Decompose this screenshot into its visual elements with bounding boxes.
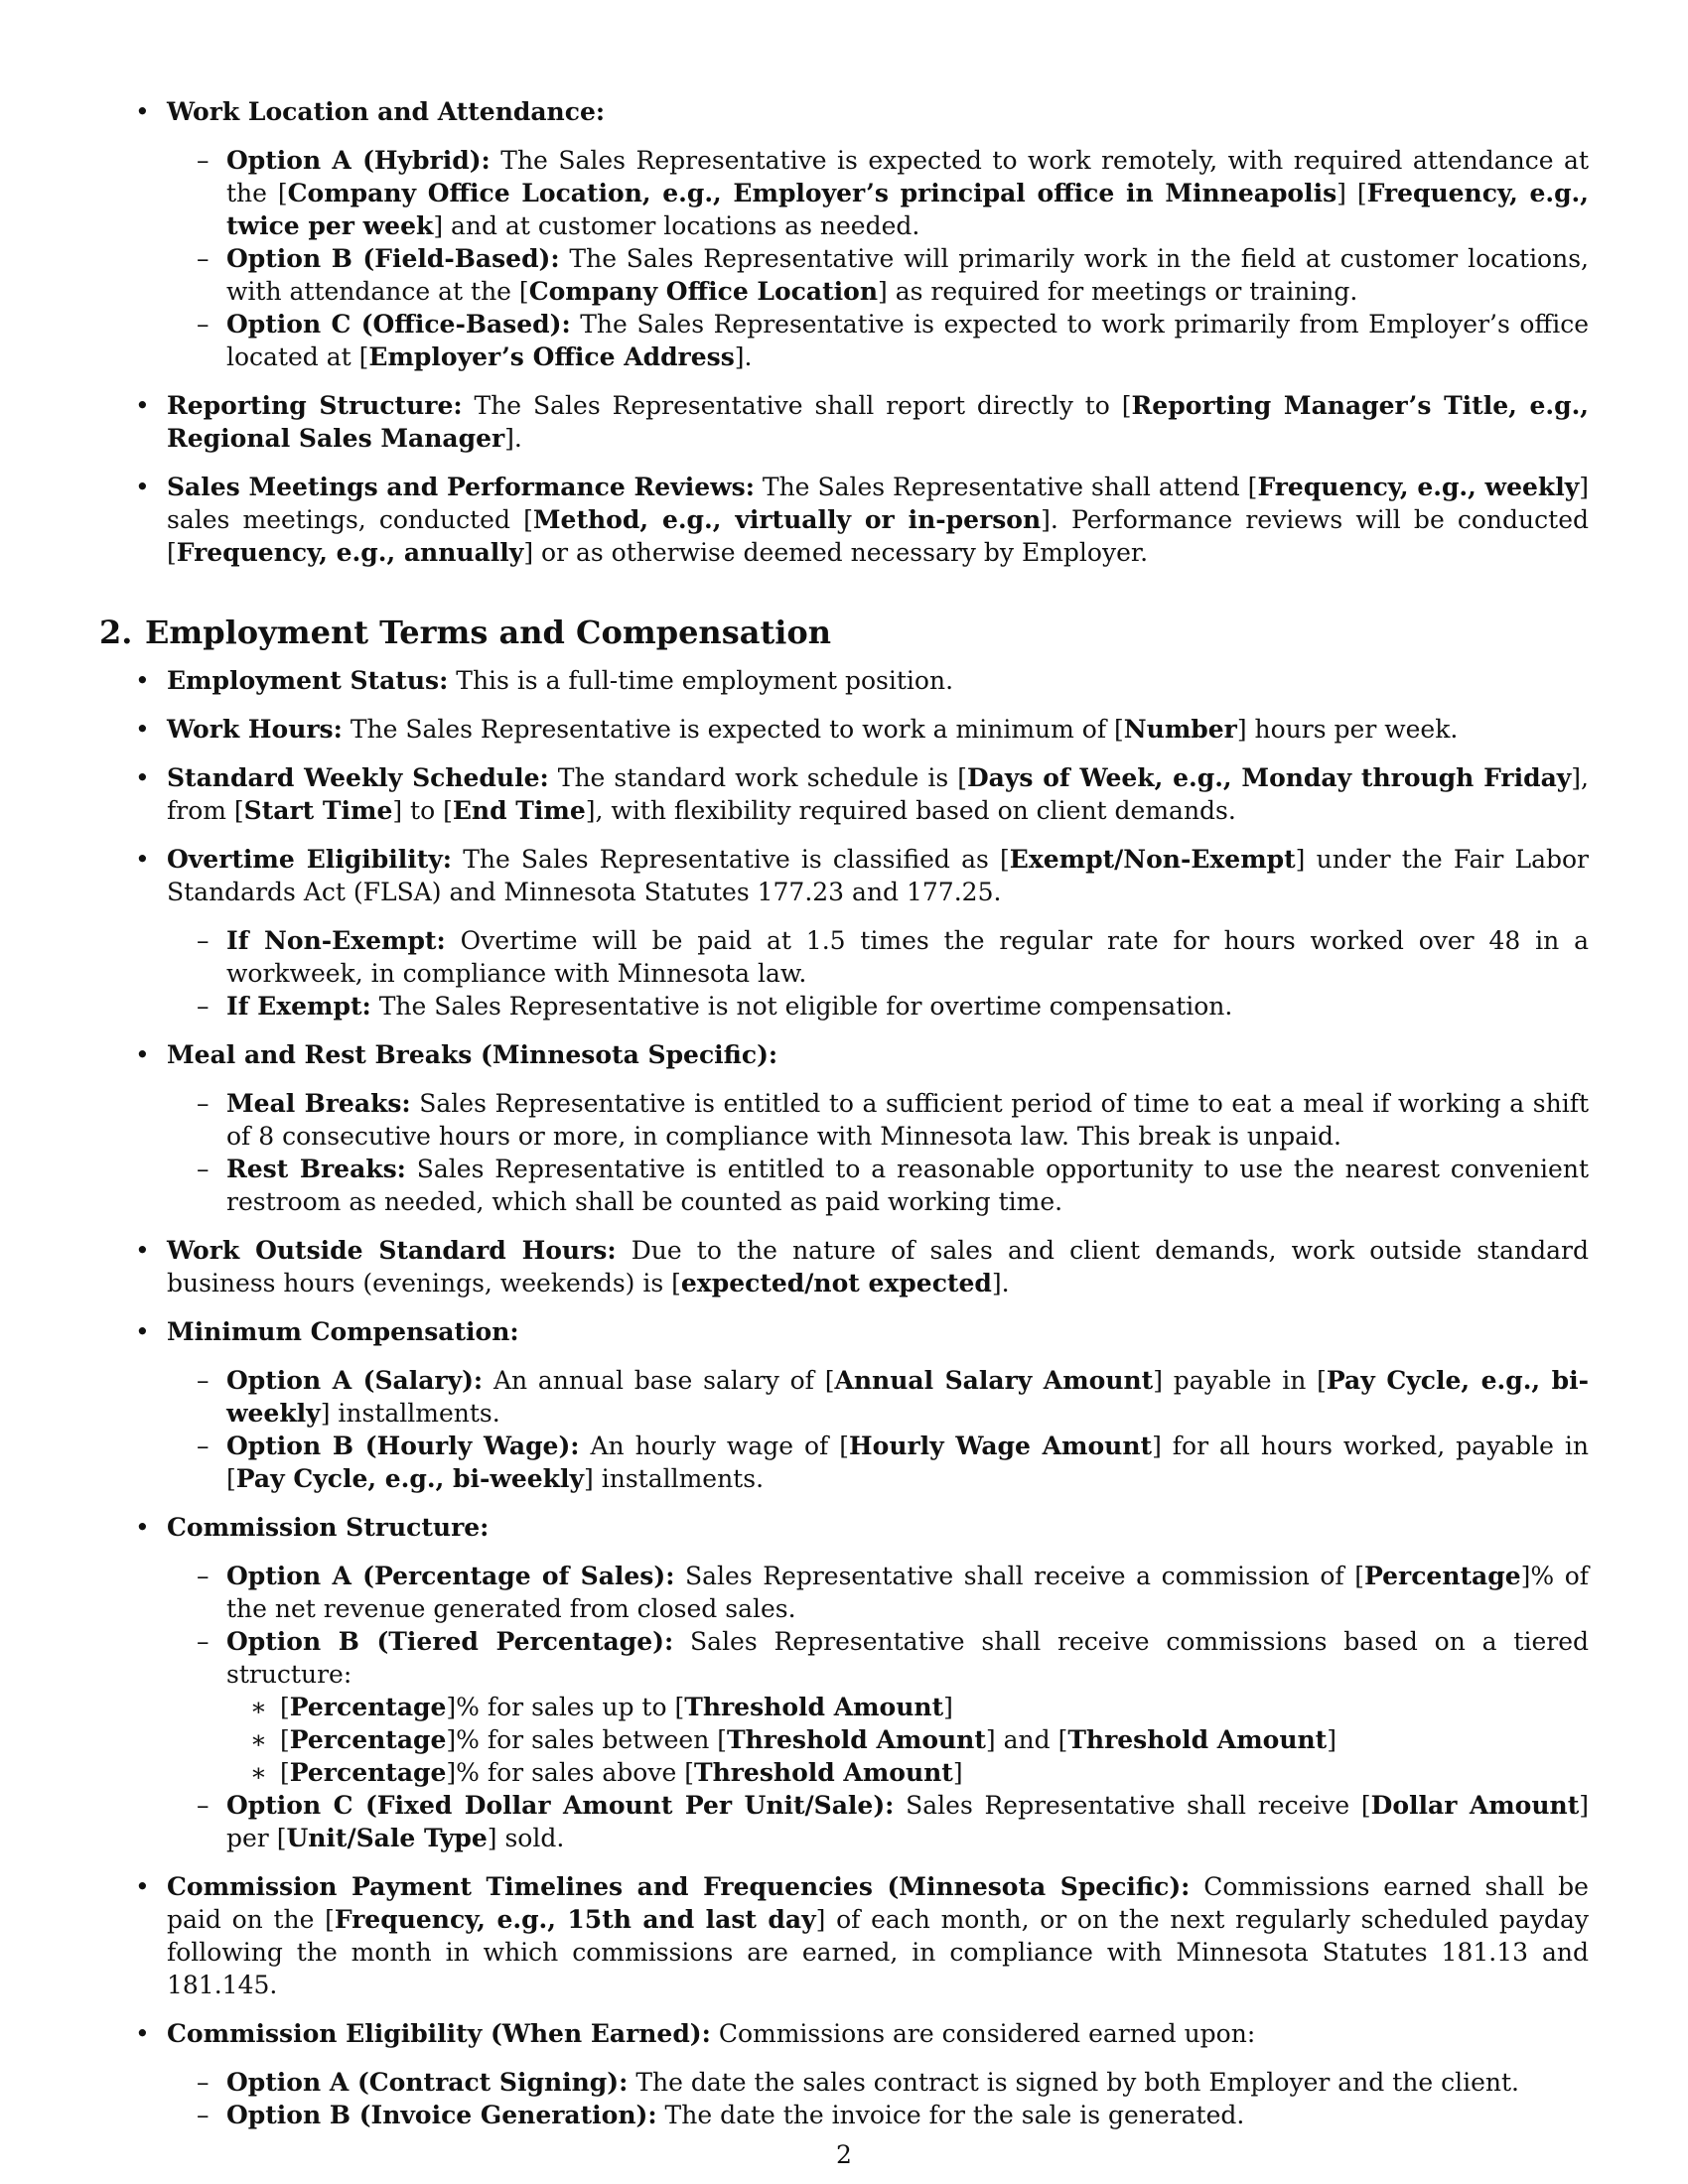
outside-hours-item — [99, 1234, 1589, 1299]
breaks-options — [167, 1087, 1589, 1218]
placeholder: Threshold Amount — [727, 1725, 986, 1754]
option-text: ] as required for meetings or training. — [878, 277, 1358, 306]
item-text: The Sales Representative is classified as [ — [463, 845, 1010, 874]
option-field-based — [167, 242, 1589, 308]
overtime-item — [99, 843, 1589, 1023]
option-contract-signing — [167, 2066, 1589, 2099]
option-label: Option C (Fixed Dollar Amount Per Unit/Sale): — [226, 1791, 895, 1820]
option-text: ] per [ — [226, 1791, 1590, 1852]
reporting-structure-item — [99, 389, 1589, 455]
option-text: ] sold. — [487, 1824, 565, 1852]
item-text: Commissions earned shall be paid on the [ — [167, 1872, 1589, 1934]
item-text: ] of each month, or on the next regularly scheduled payday following the month in which commissions are earned, in compliance with Minnesota Statutes 181.13 and 181.145. — [167, 1905, 1589, 1999]
overtime-options — [167, 924, 1589, 1023]
tier-item — [226, 1723, 1589, 1756]
tier-item — [226, 1756, 1589, 1789]
item-text: ] hours per week. — [1236, 715, 1459, 744]
item-text: ] to [ — [392, 796, 453, 825]
tier-text: [ — [280, 1725, 290, 1754]
compensation-options — [167, 1364, 1589, 1495]
placeholder: Frequency, e.g., twice per week — [226, 179, 1589, 240]
item-label: Work Hours: — [167, 715, 343, 744]
work-location-item — [99, 95, 1589, 373]
placeholder: End Time — [452, 796, 586, 825]
placeholder: Annual Salary Amount — [834, 1366, 1154, 1395]
employment-status-item — [99, 664, 1589, 697]
section1-list — [99, 95, 1589, 569]
item-text: The Sales Representative shall report directly to [ — [474, 391, 1132, 420]
document-page — [99, 95, 1589, 2147]
item-label: Commission Payment Timelines and Frequencies (Minnesota Specific): — [167, 1872, 1191, 1901]
section-number: 2. — [99, 614, 133, 651]
option-text: Sales Representative is entitled to a reasonable opportunity to use the nearest convenient restroom as needed, which shall be counted as paid working time. — [226, 1155, 1589, 1216]
item-label: Meal and Rest Breaks (Minnesota Specific): — [167, 1040, 778, 1069]
option-text: ] and at customer locations as needed. — [433, 211, 920, 240]
placeholder: Frequency, e.g., weekly — [1257, 473, 1580, 501]
option-text: An annual base salary of [ — [492, 1366, 835, 1395]
item-text: The standard work schedule is [ — [557, 763, 967, 792]
placeholder: Exempt/Non-Exempt — [1009, 845, 1296, 874]
sales-meetings-item — [99, 471, 1589, 569]
item-label: Work Outside Standard Hours: — [167, 1236, 617, 1265]
option-text: The Sales Representative is expected to work remotely, with required attendance at the [ — [226, 146, 1589, 207]
placeholder: Threshold Amount — [684, 1693, 944, 1721]
tier-list — [226, 1691, 1589, 1789]
option-exempt — [167, 990, 1589, 1023]
item-text: ]. — [504, 424, 522, 453]
option-text: Overtime will be paid at 1.5 times the regular rate for hours worked over 48 in a workweek, in compliance with Minnesota law. — [226, 926, 1589, 988]
placeholder: Percentage — [289, 1758, 447, 1787]
rest-breaks — [167, 1153, 1589, 1218]
weekly-schedule-item — [99, 761, 1589, 827]
tier-text: ] and [ — [985, 1725, 1068, 1754]
option-text: ]% of the net revenue generated from closed sales. — [226, 1562, 1589, 1623]
item-label: Reporting Structure: — [167, 391, 463, 420]
breaks-item — [99, 1038, 1589, 1218]
tier-text: [ — [280, 1758, 290, 1787]
option-label: Option A (Hybrid): — [226, 146, 491, 175]
tier-text: ] — [943, 1693, 953, 1721]
option-text: The Sales Representative is not eligible for overtime compensation. — [378, 992, 1233, 1021]
item-text: The Sales Representative is expected to work a minimum of [ — [350, 715, 1124, 744]
placeholder: Unit/Sale Type — [286, 1824, 488, 1852]
option-label: Option A (Contract Signing): — [226, 2068, 629, 2097]
section-heading — [99, 613, 1589, 652]
item-text: ], with flexibility required based on client demands. — [585, 796, 1236, 825]
placeholder: Hourly Wage Amount — [849, 1432, 1153, 1460]
placeholder: Company Office Location — [528, 277, 878, 306]
placeholder: Start Time — [243, 796, 393, 825]
commission-eligibility-item — [99, 2017, 1589, 2131]
option-text: Sales Representative shall receive commissions based on a tiered structure: — [226, 1627, 1589, 1689]
option-label: Meal Breaks: — [226, 1089, 411, 1118]
commission-options — [167, 1560, 1589, 1854]
item-label: Employment Status: — [167, 666, 449, 695]
tier-text: [ — [280, 1693, 290, 1721]
placeholder: Threshold Amount — [1067, 1725, 1328, 1754]
item-text: ] sales meetings, conducted [ — [167, 473, 1590, 534]
item-label: Commission Structure: — [167, 1513, 490, 1542]
option-text: ] installments. — [320, 1399, 500, 1428]
minimum-compensation-item — [99, 1315, 1589, 1495]
item-label: Sales Meetings and Performance Reviews: — [167, 473, 755, 501]
option-tiered-percentage — [167, 1625, 1589, 1789]
item-text: Due to the nature of sales and client demands, work outside standard business hours (evenings, weekends) is [ — [167, 1236, 1590, 1297]
option-office-based — [167, 308, 1589, 373]
option-text: The Sales Representative is expected to work primarily from Employer’s office located at [ — [226, 310, 1589, 371]
placeholder: Reporting Manager’s Title, e.g., Regional Sales Manager — [167, 391, 1590, 453]
option-label: If Exempt: — [226, 992, 371, 1021]
item-text: The Sales Representative shall attend [ — [762, 473, 1258, 501]
item-label: Minimum Compensation: — [167, 1317, 519, 1346]
placeholder: Percentage — [289, 1725, 447, 1754]
option-label: If Non-Exempt: — [226, 926, 446, 955]
item-label: Work Location and Attendance: — [167, 97, 606, 126]
option-hybrid — [167, 144, 1589, 242]
option-text: ] payable in [ — [1153, 1366, 1327, 1395]
item-text: This is a full-time employment position. — [456, 666, 954, 695]
page-number: 2 — [836, 2140, 852, 2169]
option-text: ] [ — [1336, 179, 1367, 207]
tier-text: ] — [1327, 1725, 1336, 1754]
item-label: Overtime Eligibility: — [167, 845, 453, 874]
option-text: Sales Representative shall receive [ — [906, 1791, 1371, 1820]
item-text: ] or as otherwise deemed necessary by Employer. — [523, 538, 1149, 567]
option-label: Option A (Percentage of Sales): — [226, 1562, 675, 1590]
work-hours-item — [99, 713, 1589, 746]
placeholder: Number — [1123, 715, 1237, 744]
option-text: The Sales Representative will primarily work in the field at customer locations, with attendance at the [ — [226, 244, 1589, 306]
option-text: Sales Representative is entitled to a sufficient period of time to eat a meal if working a shift of 8 consecutive hours or more, in compliance with Minnesota law. This break is unpaid. — [226, 1089, 1589, 1151]
option-label: Option B (Tiered Percentage): — [226, 1627, 674, 1656]
option-text: ] installments. — [584, 1464, 765, 1493]
option-label: Option B (Invoice Generation): — [226, 2101, 657, 2129]
work-location-options — [167, 144, 1589, 373]
item-text: ] under the Fair Labor Standards Act (FLSA) and Minnesota Statutes 177.23 and 177.25. — [167, 845, 1589, 906]
option-text: ] for all hours worked, payable in [ — [226, 1432, 1589, 1493]
tier-item — [226, 1691, 1589, 1723]
placeholder: Percentage — [1363, 1562, 1521, 1590]
placeholder: Percentage — [289, 1693, 447, 1721]
placeholder: Threshold Amount — [693, 1758, 953, 1787]
option-invoice-generation — [167, 2099, 1589, 2131]
placeholder: Employer’s Office Address — [368, 342, 735, 371]
item-text: ]. — [991, 1269, 1010, 1297]
placeholder: Method, e.g., virtually or in-person — [532, 505, 1042, 534]
meal-breaks — [167, 1087, 1589, 1153]
item-label: Standard Weekly Schedule: — [167, 763, 549, 792]
placeholder: Pay Cycle, e.g., bi-weekly — [235, 1464, 585, 1493]
item-text: ]. Performance reviews will be conducted [ — [167, 505, 1589, 567]
eligibility-options — [167, 2066, 1589, 2131]
tier-text: ]% for sales above [ — [446, 1758, 694, 1787]
item-text: ], from [ — [167, 763, 1589, 825]
option-text: Sales Representative shall receive a commission of [ — [685, 1562, 1364, 1590]
option-label: Option B (Field-Based): — [226, 244, 560, 273]
commission-structure-item — [99, 1511, 1589, 1854]
tier-text: ] — [952, 1758, 963, 1787]
option-text: The date the sales contract is signed by both Employer and the client. — [635, 2068, 1519, 2097]
placeholder: expected/not expected — [680, 1269, 992, 1297]
tier-text: ]% for sales up to [ — [446, 1693, 685, 1721]
placeholder: Pay Cycle, e.g., bi-weekly — [226, 1366, 1589, 1428]
placeholder: Company Office Location, e.g., Employer’s principal office in Minneapolis — [287, 179, 1337, 207]
option-hourly-wage — [167, 1430, 1589, 1495]
item-label: Commission Eligibility (When Earned): — [167, 2019, 711, 2048]
section2-list — [99, 664, 1589, 2131]
option-text: An hourly wage of [ — [590, 1432, 850, 1460]
option-fixed-dollar — [167, 1789, 1589, 1854]
option-percentage-of-sales — [167, 1560, 1589, 1625]
tier-text: ]% for sales between [ — [446, 1725, 728, 1754]
section-title: Employment Terms and Compensation — [145, 614, 831, 651]
item-text: Commissions are considered earned upon: — [718, 2019, 1256, 2048]
placeholder: Frequency, e.g., 15th and last day — [334, 1905, 816, 1934]
option-salary — [167, 1364, 1589, 1430]
option-text: The date the invoice for the sale is generated. — [664, 2101, 1245, 2129]
option-non-exempt — [167, 924, 1589, 990]
placeholder: Days of Week, e.g., Monday through Friday — [966, 763, 1572, 792]
placeholder: Frequency, e.g., annually — [176, 538, 524, 567]
commission-timelines-item — [99, 1870, 1589, 2001]
option-text: ]. — [734, 342, 753, 371]
option-label: Option C (Office-Based): — [226, 310, 571, 339]
placeholder: Dollar Amount — [1370, 1791, 1580, 1820]
option-label: Option B (Hourly Wage): — [226, 1432, 580, 1460]
option-label: Option A (Salary): — [226, 1366, 484, 1395]
option-label: Rest Breaks: — [226, 1155, 406, 1183]
